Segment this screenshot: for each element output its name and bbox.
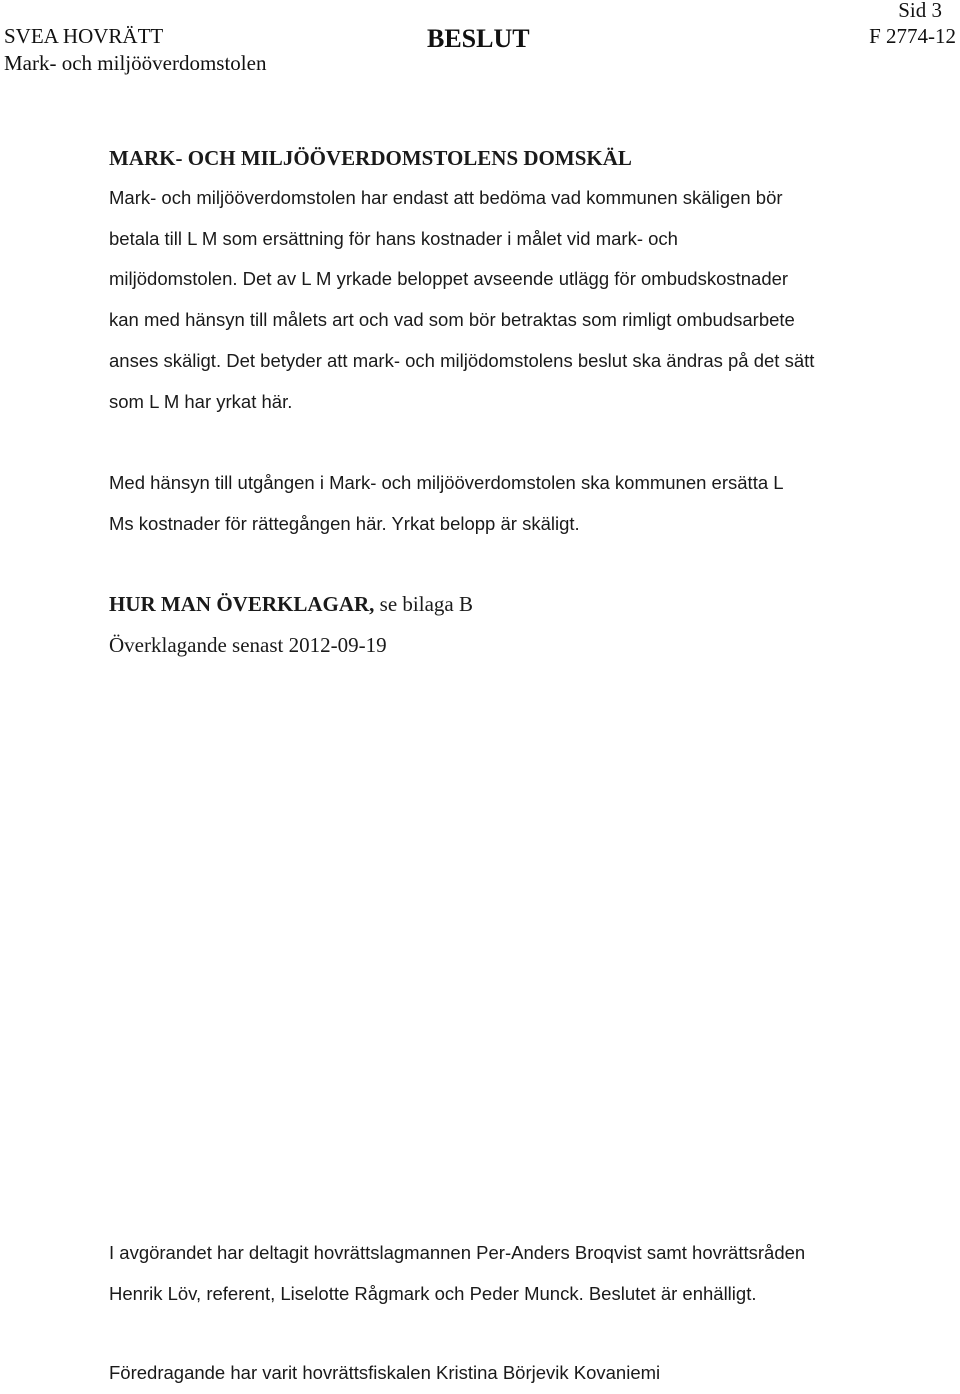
paragraph-line: I avgörandet har deltagit hovrättslagmannen Per-Anders Broqvist samt hovrättsråden — [109, 1242, 806, 1263]
case-number: F 2774-12 — [869, 24, 956, 48]
reasons-paragraph-1 — [109, 178, 929, 422]
paragraph-line: Ms kostnader för rättegången här. Yrkat belopp är skäligt. — [109, 512, 580, 534]
court-name: SVEA HOVRÄTT — [4, 24, 164, 48]
paragraph-line: anses skäligt. Det betyder att mark- och miljödomstolens beslut ska ändras på det sätt — [109, 349, 815, 371]
participants-paragraph — [109, 1233, 929, 1314]
division-name: Mark- och miljööverdomstolen — [4, 51, 267, 75]
paragraph-line: som L M har yrkat här. — [109, 390, 293, 412]
appeal-heading-line — [109, 592, 473, 617]
rapporteur-line: Föredragande har varit hovrättsfiskalen Kristina Börjevik Kovaniemi — [109, 1362, 661, 1383]
appeal-deadline: Överklagande senast 2012-09-19 — [109, 633, 387, 657]
page-number: Sid 3 — [898, 0, 942, 22]
paragraph-line: miljödomstolen. Det av L M yrkade beloppet avseende utlägg för ombudskostnader — [109, 268, 789, 290]
reasons-paragraph-2 — [109, 463, 929, 544]
paragraph-line: kan med hänsyn till målets art och vad som bör betraktas som rimligt ombudsarbete — [109, 309, 795, 331]
appeal-heading-suffix: se bilaga B — [374, 592, 473, 616]
paragraph-line: Med hänsyn till utgången i Mark- och miljööverdomstolen ska kommunen ersätta L — [109, 472, 784, 493]
document-title: BESLUT — [427, 24, 530, 53]
reasons-heading: MARK- OCH MILJÖÖVERDOMSTOLENS DOMSKÄL — [109, 146, 632, 170]
appeal-heading: HUR MAN ÖVERKLAGAR, — [109, 592, 375, 616]
paragraph-line: Henrik Löv, referent, Liselotte Rågmark och Peder Munck. Beslutet är enhälligt. — [109, 1282, 757, 1304]
paragraph-line: betala till L M som ersättning för hans kostnader i målet vid mark- och — [109, 227, 678, 249]
paragraph-line: Mark- och miljööverdomstolen har endast att bedöma vad kommunen skäligen bör — [109, 187, 783, 208]
